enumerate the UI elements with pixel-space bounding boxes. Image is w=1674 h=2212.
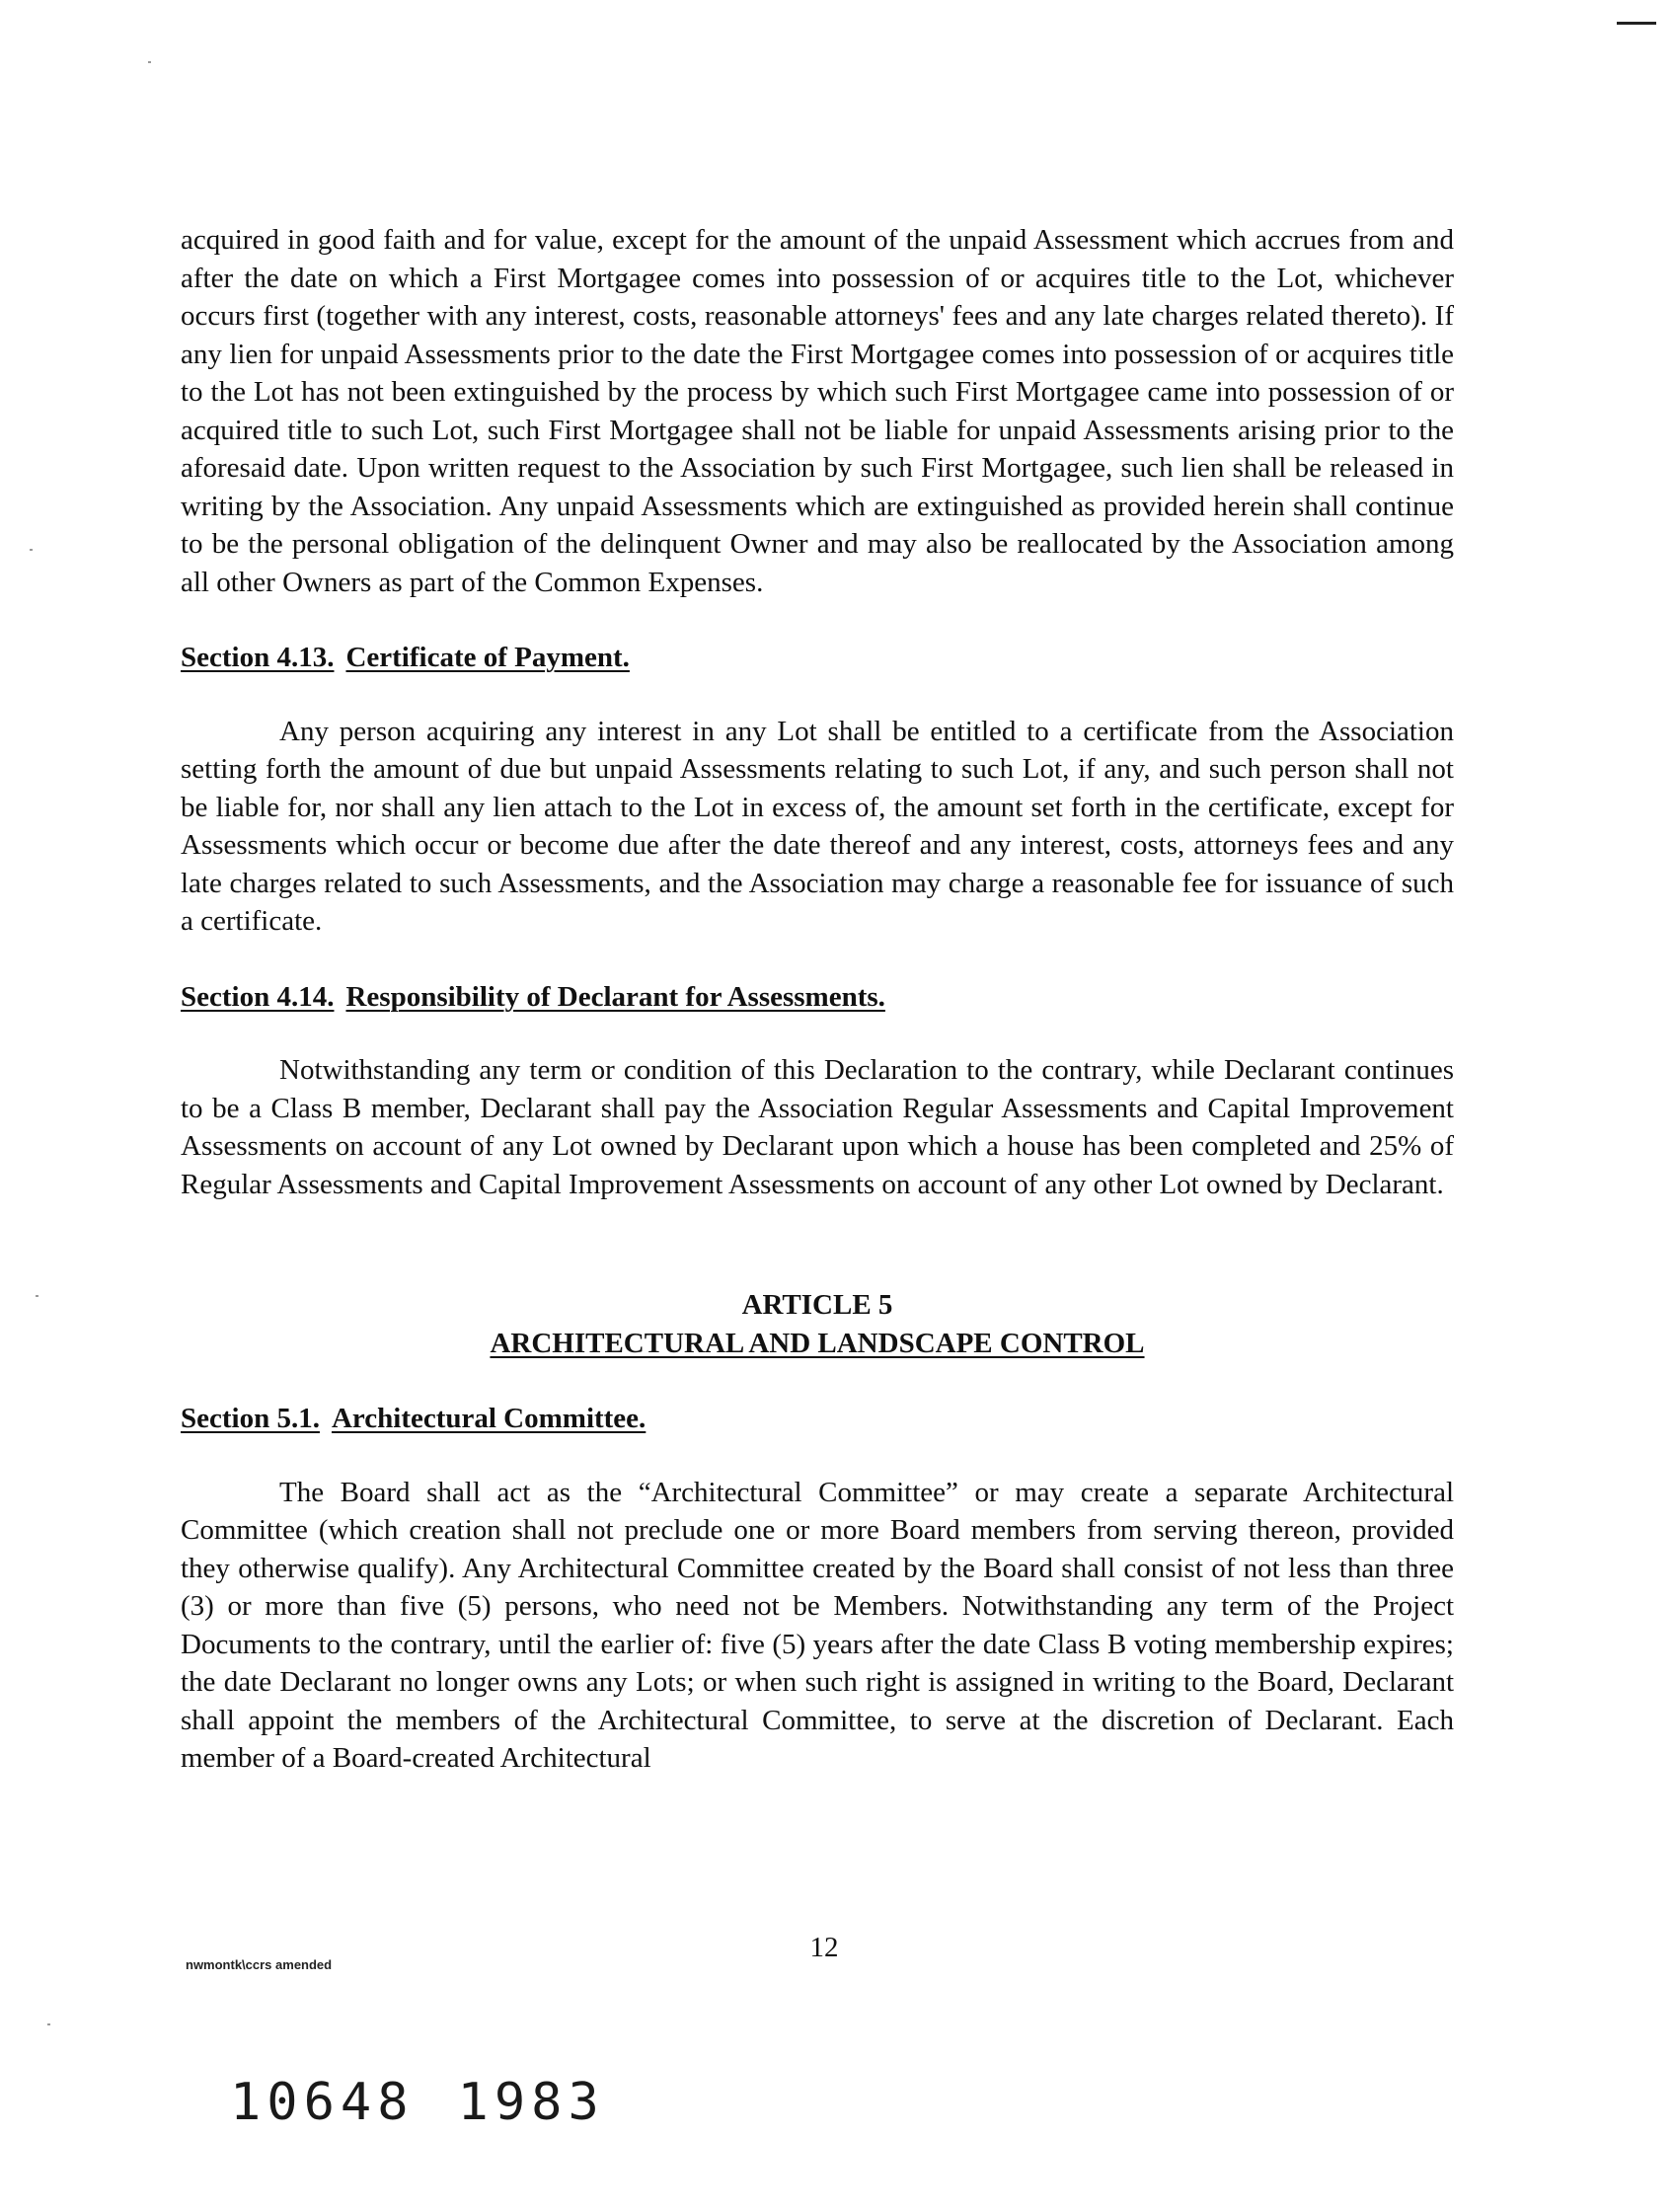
section-5-1-number: Section 5.1. (181, 1403, 320, 1434)
section-4-14-number: Section 4.14. (181, 980, 335, 1013)
section-5-1-body: The Board shall act as the “Architectural Committee” or may create a separate Architectural Committee (which creation shall not preclude one or more Board members from serving thereon, provided they otherwise qualify). Any Architectural Committee created by the Board shall consist of not less than three (3) or more than five (5) persons, who need not be Members. Notwithstanding any term of the Project Documents to the contrary, until the earlier of: five (5) years after the date Class B voting membership expires; the date Declarant no longer owns any Lots; or when such right is assigned in writing to the Board, Declarant shall appoint the members of the Architectural Committee, to serve at the discretion of Declarant. Each member of a Board-created Architectural (181, 1476, 1454, 1774)
scan-edge-mark (1617, 22, 1656, 25)
document-body (181, 221, 1454, 1778)
section-4-14-heading (181, 978, 1454, 1017)
scan-speck (148, 61, 151, 63)
article-heading (181, 1286, 1454, 1362)
section-4-13-heading (181, 639, 1454, 677)
stamp-book-number: 10648 (230, 2073, 415, 2132)
scan-speck (30, 549, 33, 551)
stamp-page-number: 1983 (457, 2073, 605, 2132)
opening-paragraph: acquired in good faith and for value, except for the amount of the unpaid Assessment which accrues from and after the date on which a First Mortgagee comes into possession of or acquires title to the Lot, whichever occurs first (together with any interest, costs, reasonable attorneys' fees and any late charges related thereto). If any lien for unpaid Assessments prior to the date the First Mortgagee comes into possession of or acquires title to the Lot has not been extinguished by the process by which such First Mortgagee came into possession of or acquired title to such Lot, such First Mortgagee shall not be liable for unpaid Assessments arising prior to the aforesaid date. Upon written request to the Association by such First Mortgagee, such lien shall be released in writing by the Association. Any unpaid Assessments which are extinguished as provided herein shall continue to be the personal obligation of the delinquent Owner and may also be reallocated by the Association among all other Owners as part of the Common Expenses. (181, 224, 1454, 598)
section-4-14-title: Responsibility of Declarant for Assessments. (345, 980, 885, 1013)
section-4-13-title: Certificate of Payment. (345, 642, 630, 673)
section-5-1-heading (181, 1400, 1454, 1438)
page-number: 12 (809, 1932, 839, 1963)
scan-speck (47, 2023, 50, 2025)
recording-stamp (230, 2073, 605, 2132)
section-4-13-body: Any person acquiring any interest in any Lot shall be entitled to a certificate from the Association setting forth the amount of due but unpaid Assessments relating to such Lot, if any, and such person shall not be liable for, nor shall any lien attach to the Lot in excess of, the amount set forth in the certificate, except for Assessments which occur or become due after the date thereof and any interest, costs, attorneys fees and any late charges related to such Assessments, and the Association may charge a reasonable fee for issuance of such a certificate. (181, 715, 1454, 937)
scan-speck (36, 1295, 38, 1297)
section-4-14-body: Notwithstanding any term or condition of this Declaration to the contrary, while Declarant continues to be a Class B member, Declarant shall pay the Association Regular Assessments and Capital Improvement Assessments on account of any Lot owned by Declarant upon which a house has been completed and 25% of Regular Assessments and Capital Improvement Assessments on account of any other Lot owned by Declarant. (181, 1054, 1454, 1200)
article-title: ARTICLE 5 (741, 1289, 893, 1321)
section-5-1-title: Architectural Committee. (331, 1403, 647, 1434)
article-subtitle: ARCHITECTURAL AND LANDSCAPE CONTROL (490, 1327, 1145, 1359)
section-4-13-number: Section 4.13. (181, 642, 335, 673)
footer-file-path: nwmontk\ccrs amended (186, 1957, 333, 1972)
